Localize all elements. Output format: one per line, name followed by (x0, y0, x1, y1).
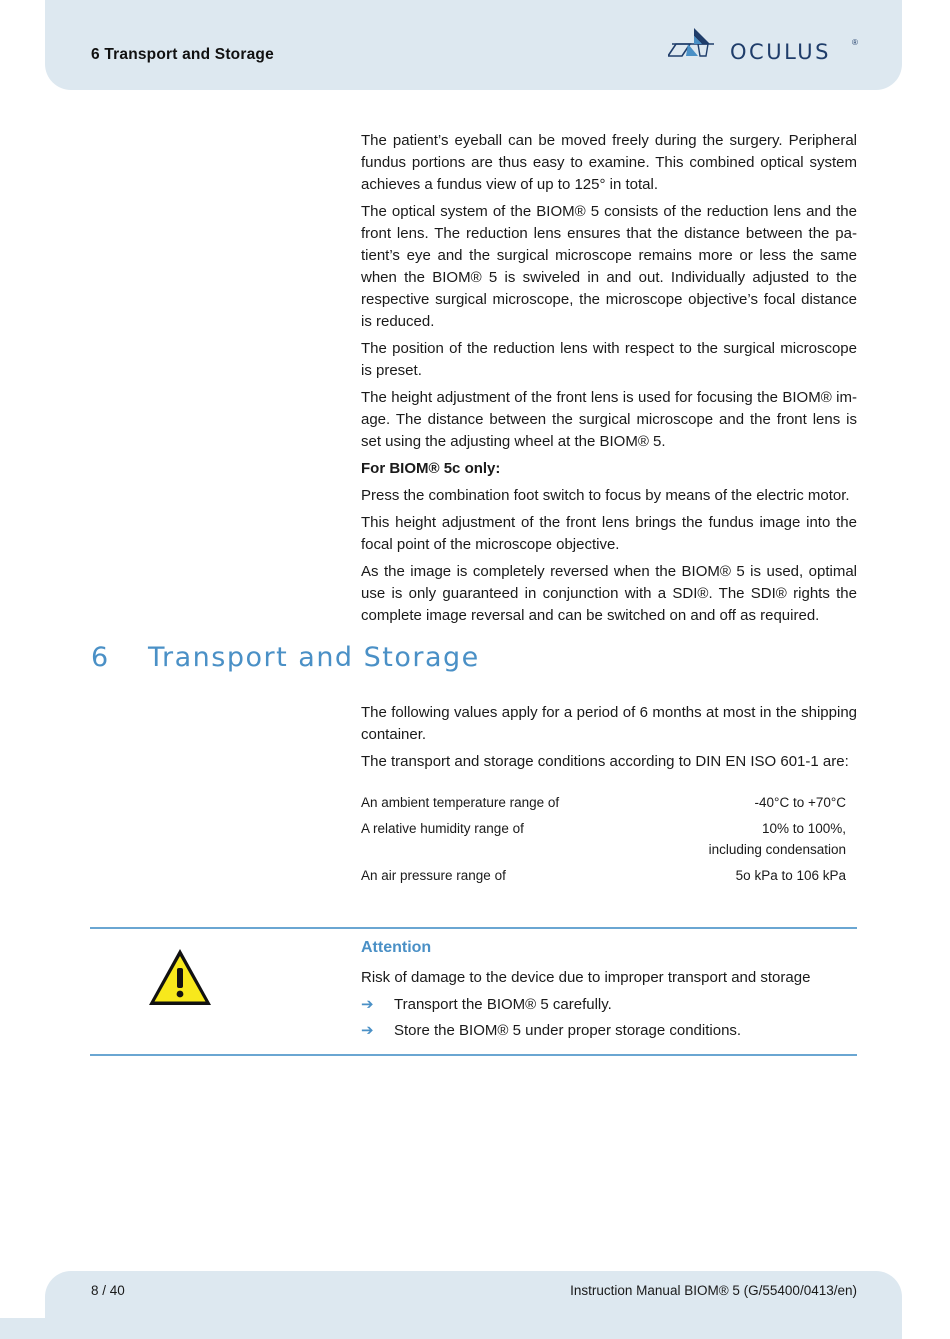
footer-band (45, 1271, 902, 1339)
bullet-text: Transport the BIOM® 5 carefully. (394, 996, 612, 1013)
section-title: Transport and Storage (148, 642, 480, 673)
attention-title: Attention (361, 939, 432, 956)
paragraph: The patient’s eyeball can be moved freely during the surgery. Peripheral fundus portions are thus easy to examine. This combined optical system achieves a fundus view of up to 125° in total. (361, 132, 857, 193)
condition-label: An ambient temperature range of (361, 795, 560, 810)
attention-text: Risk of damage to the device due to improper transport and storage (361, 969, 811, 986)
condition-value: -40°C to +70°C (754, 795, 846, 810)
attention-bottom-rule (90, 1054, 857, 1056)
condition-label: An air pressure range of (361, 868, 506, 883)
section-text-block (361, 702, 857, 778)
section-number: 6 (91, 642, 110, 673)
footer-corner-tab (0, 1318, 45, 1339)
condition-label: A relative humidity range of (361, 821, 524, 836)
section-heading (91, 642, 480, 673)
body-text-block (361, 130, 857, 632)
conditions-row (361, 818, 846, 860)
condition-value-line1: 10% to 100%, (761, 821, 846, 836)
arrow-right-icon: ➔ (361, 996, 374, 1013)
paragraph: The height adjustment of the front lens is used for focusing the BIOM® im-age. The distance between the surgical microscope and the front lens is set using the adjusting wheel at the BIOM® 5. (361, 389, 857, 450)
attention-bullet (361, 994, 612, 1016)
page-number: 8 / 40 (91, 1283, 125, 1298)
bullet-text: Store the BIOM® 5 under proper storage conditions. (394, 1022, 742, 1039)
paragraph: The transport and storage conditions according to DIN EN ISO 601-1 are: (361, 753, 849, 770)
condition-value-line2: including condensation (708, 842, 846, 857)
conditions-row (361, 865, 846, 886)
logo-registered-mark: ® (852, 38, 858, 47)
warning-triangle-icon (146, 946, 214, 1008)
running-header-title: 6 Transport and Storage (91, 46, 274, 63)
oculus-logo-mark-icon (668, 26, 728, 68)
oculus-logo-text: OCULUS (730, 40, 831, 64)
paragraph: The position of the reduction lens with respect to the surgical microscope is preset. (361, 340, 857, 379)
paragraph: The optical system of the BIOM® 5 consists of the reduction lens and the front lens. The reduction lens ensures that the distance between the pa-tient’s eye and the surgical microscope remains more or less the same when the BIOM® 5 is swiveled in and out. Individually adjusted to the respective surgical microscope, the microscope objective’s focal distance is reduced. (361, 203, 857, 330)
conditions-row (361, 792, 846, 813)
paragraph: This height adjustment of the front lens brings the fundus image into the focal point of the microscope objective. (361, 514, 857, 553)
attention-top-rule (90, 927, 857, 929)
condition-value: 5o kPa to 106 kPa (735, 868, 846, 883)
paragraph: The following values apply for a period of 6 months at most in the shipping container. (361, 704, 857, 743)
arrow-right-icon: ➔ (361, 1022, 374, 1039)
conditions-table (361, 792, 846, 891)
condition-value (709, 818, 846, 860)
attention-bullet (361, 1020, 741, 1042)
subheading-biom-5c: For BIOM® 5c only: (361, 460, 501, 477)
paragraph: As the image is completely reversed when the BIOM® 5 is used, optimal use is only guaranteed in conjunction with a SDI®. The SDI® rights the complete image reversal and can be switched on and off as required. (361, 563, 857, 624)
paragraph: Press the combination foot switch to focus by means of the electric motor. (361, 487, 850, 504)
oculus-logo (668, 26, 868, 68)
document-title: Instruction Manual BIOM® 5 (G/55400/0413/en) (570, 1283, 857, 1298)
